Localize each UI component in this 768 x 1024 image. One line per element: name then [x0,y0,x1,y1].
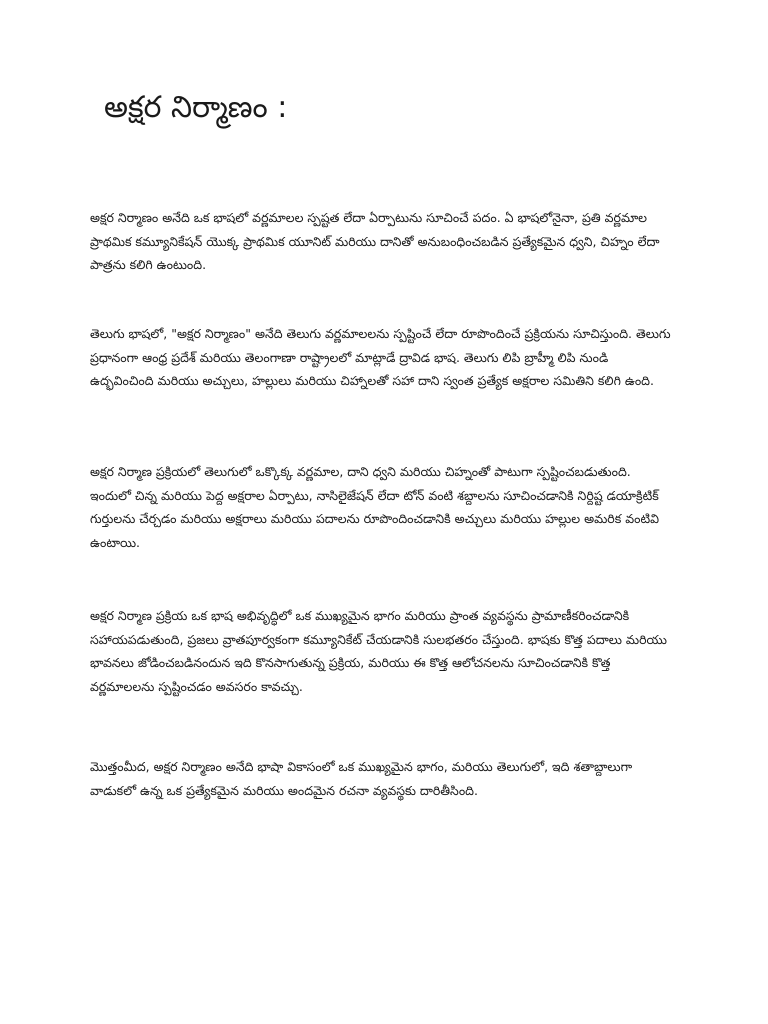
page-title: అక్షర నిర్మాణం : [104,90,288,125]
paragraph: తెలుగు భాషలో, "అక్షర నిర్మాణం" అనేది తెలుగు వర్ణమాలలను స్పష్టించే లేదా రూపొందించే ప్రక్రియను సూచిస్తుంది. తెలుగు ప్రధానంగా ఆంధ్ర ప్రదేశ్ మరియు తెలంగాణా రాష్ట్రాలలో మాట్లాడే ద్రావిడ భాష. తెలుగు లిపి బ్రాహ్మీ లిపి నుండి ఉద్భవించింది మరియు అచ్చులు, హల్లులు మరియు చిహ్నాలతో సహా దాని స్వంత ప్రత్యేక అక్షరాల సమితిని కలిగి ఉంది. [90,326,671,388]
paragraph: అక్షర నిర్మాణ ప్రక్రియలో తెలుగులో ఒక్కొక్క వర్ణమాల, దాని ధ్వని మరియు చిహ్నంతో పాటుగా స్పష్టించబడుతుంది. ఇందులో చిన్న మరియు పెద్ద అక్షరాల ఏర్పాటు, నాసిలైజేషన్ లేదా టోన్ వంటి శబ్దాలను సూచించడానికి నిర్దిష్ట డయాక్రిటిక్ గుర్తులను చేర్చడం మరియు అక్షరాలు మరియు పదాలను రూపొందించడానికి అచ్చులు మరియు హల్లుల అమరిక వంటివి ఉంటాయి. [90,464,659,550]
paragraph: అక్షర నిర్మాణం అనేది ఒక భాషలో వర్ణమాలల స్పష్టత లేదా ఏర్పాటును సూచించే పదం. ఏ భాషలోనైనా, ప్రతి వర్ణమాల ప్రాథమిక కమ్యూనికేషన్ యొక్క ప్రాథమిక యూనిట్ మరియు దానితో అనుబంధించబడిన ప్రత్యేకమైన ధ్వని, చిహ్నం లేదా పాత్రను కలిగి ఉంటుంది. [90,210,660,272]
paragraph: మొత్తంమీద, అక్షర నిర్మాణం అనేది భాషా వికాసంలో ఒక ముఖ్యమైన భాగం, మరియు తెలుగులో, ఇది శతాబ్దాలుగా వాడుకలో ఉన్న ఒక ప్రత్యేకమైన మరియు అందమైన రచనా వ్యవస్థకు దారితీసింది. [90,759,633,798]
paragraph: అక్షర నిర్మాణ ప్రక్రియ ఒక భాష అభివృద్ధిలో ఒక ముఖ్యమైన భాగం మరియు ప్రాంత వ్యవస్థను ప్రామాణీకరించడానికి సహాయపడుతుంది, ప్రజలు వ్రాతపూర్వకంగా కమ్యూనికేట్ చేయడానికి సులభతరం చేస్తుంది. భాషకు కొత్త పదాలు మరియు భావనలు జోడించబడినందున ఇది కొనసాగుతున్న ప్రక్రియ, మరియు ఈ కొత్త ఆలోచనలను సూచించడానికి కొత్త వర్ణమాలలను స్పష్టించడం అవసరం కావచ్చు. [90,608,667,694]
